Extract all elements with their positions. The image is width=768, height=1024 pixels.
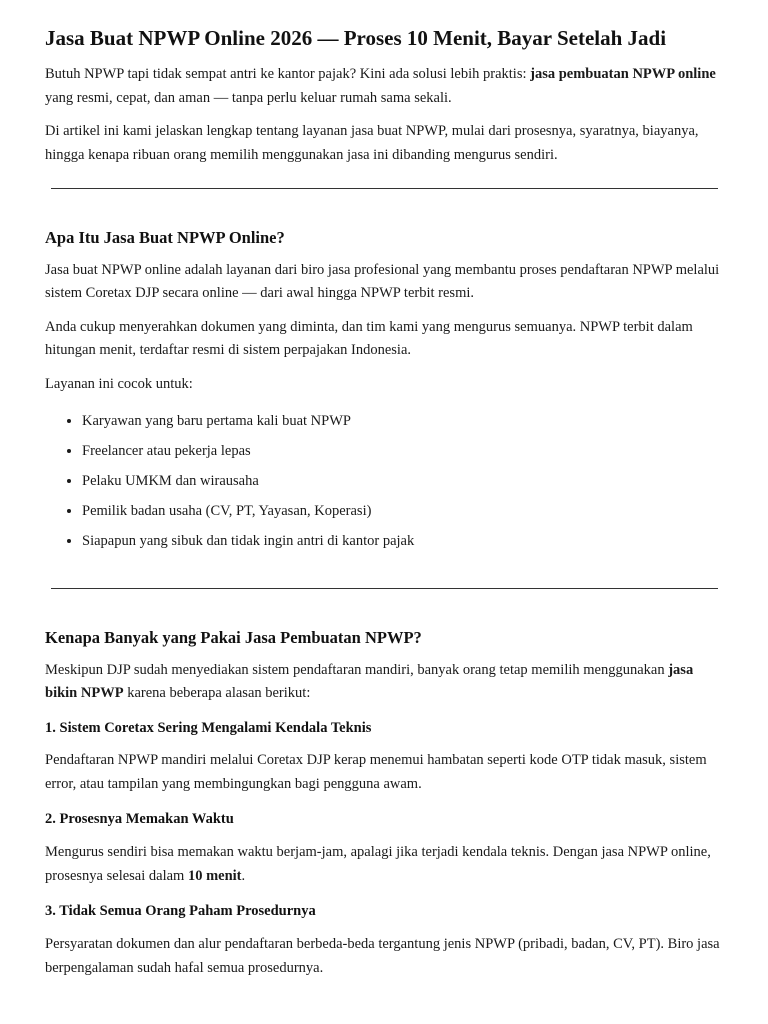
section2-text-start: Meskipun DJP sudah menyediakan sistem pendaftaran mandiri, banyak orang tetap memilih menggunakan (45, 661, 669, 678)
section1-paragraph-2: Anda cukup menyerahkan dokumen yang diminta, dan tim kami yang mengurus semuanya. NPWP terbit dalam hitungan menit, terdaftar resmi di sistem perpajakan Indonesia. (45, 318, 693, 359)
reason-2-heading: 2. Prosesnya Memakan Waktu (45, 811, 234, 828)
section2-bold-keyword: jasa bikin NPWP (45, 661, 694, 702)
section2-heading: Kenapa Banyak yang Pakai Jasa Pembuatan NPWP? (45, 628, 422, 648)
reason-2-bold-duration: 10 menit (187, 867, 242, 884)
section2-text-end: karena beberapa alasan berikut: (123, 685, 311, 702)
section1-paragraph-1: Jasa buat NPWP online adalah layanan dari biro jasa profesional yang membantu proses pendaftaran NPWP melalui sistem Coretax DJP secara online — dari awal hingga NPWP terbit resmi. (45, 261, 720, 302)
intro-text-start: Butuh NPWP tapi tidak sempat antri ke kantor pajak? Kini ada solusi lebih praktis: (45, 66, 531, 83)
section2-paragraph-1 (45, 659, 724, 706)
reason-1-heading: 1. Sistem Coretax Sering Mengalami Kendala Teknis (45, 719, 372, 736)
intro-text-end: yang resmi, cepat, dan aman — tanpa perlu keluar rumah sama sekali. (45, 89, 452, 106)
list-item: • Pelaku UMKM dan wirausaha (82, 471, 724, 491)
intro-paragraph-2: Di artikel ini kami jelaskan lengkap tentang layanan jasa buat NPWP, mulai dari prosesnya, syaratnya, biayanya, hingga kenapa ribuan orang memilih menggunakan jasa ini dibanding mengurus sendiri. (45, 123, 699, 163)
reason-3-text: Persyaratan dokumen dan alur pendaftaran berbeda-beda tergantung jenis NPWP (pribadi, badan, CV, PT). Biro jasa berpengalaman sudah hafal semua prosedurnya. (45, 936, 720, 976)
reason-2-text (45, 841, 724, 888)
article-title: Jasa Buat NPWP Online 2026 — Proses 10 Menit, Bayar Setelah Jadi (45, 26, 667, 50)
intro-bold-keyword: jasa pembuatan NPWP online (530, 66, 716, 83)
list-item: • Siapapun yang sibuk dan tidak ingin antri di kantor pajak (82, 531, 724, 551)
reason-2-text-start: Mengurus sendiri bisa memakan waktu berjam-jam, apalagi jika terjadi kendala teknis. Dengan jasa NPWP online, prosesnya selesai dalam (45, 844, 711, 884)
reason-3-heading: 3. Tidak Semua Orang Paham Prosedurnya (45, 903, 316, 920)
section1-paragraph-3: Layanan ini cocok untuk: (45, 375, 193, 392)
section1-heading: Apa Itu Jasa Buat NPWP Online? (45, 228, 285, 248)
reason-2-text-end: . (241, 867, 246, 884)
list-item: • Freelancer atau pekerja lepas (82, 441, 724, 461)
reason-1-text: Pendaftaran NPWP mandiri melalui Coretax DJP kerap menemui hambatan seperti kode OTP tidak masuk, sistem error, atau tampilan yang membingungkan bagi pengguna awam. (45, 752, 707, 792)
target-audience-list (45, 411, 724, 551)
list-item: • Pemilik badan usaha (CV, PT, Yayasan, Koperasi) (82, 501, 724, 521)
list-item: • Karyawan yang baru pertama kali buat NPWP (82, 411, 724, 431)
intro-paragraph-1 (45, 63, 724, 110)
